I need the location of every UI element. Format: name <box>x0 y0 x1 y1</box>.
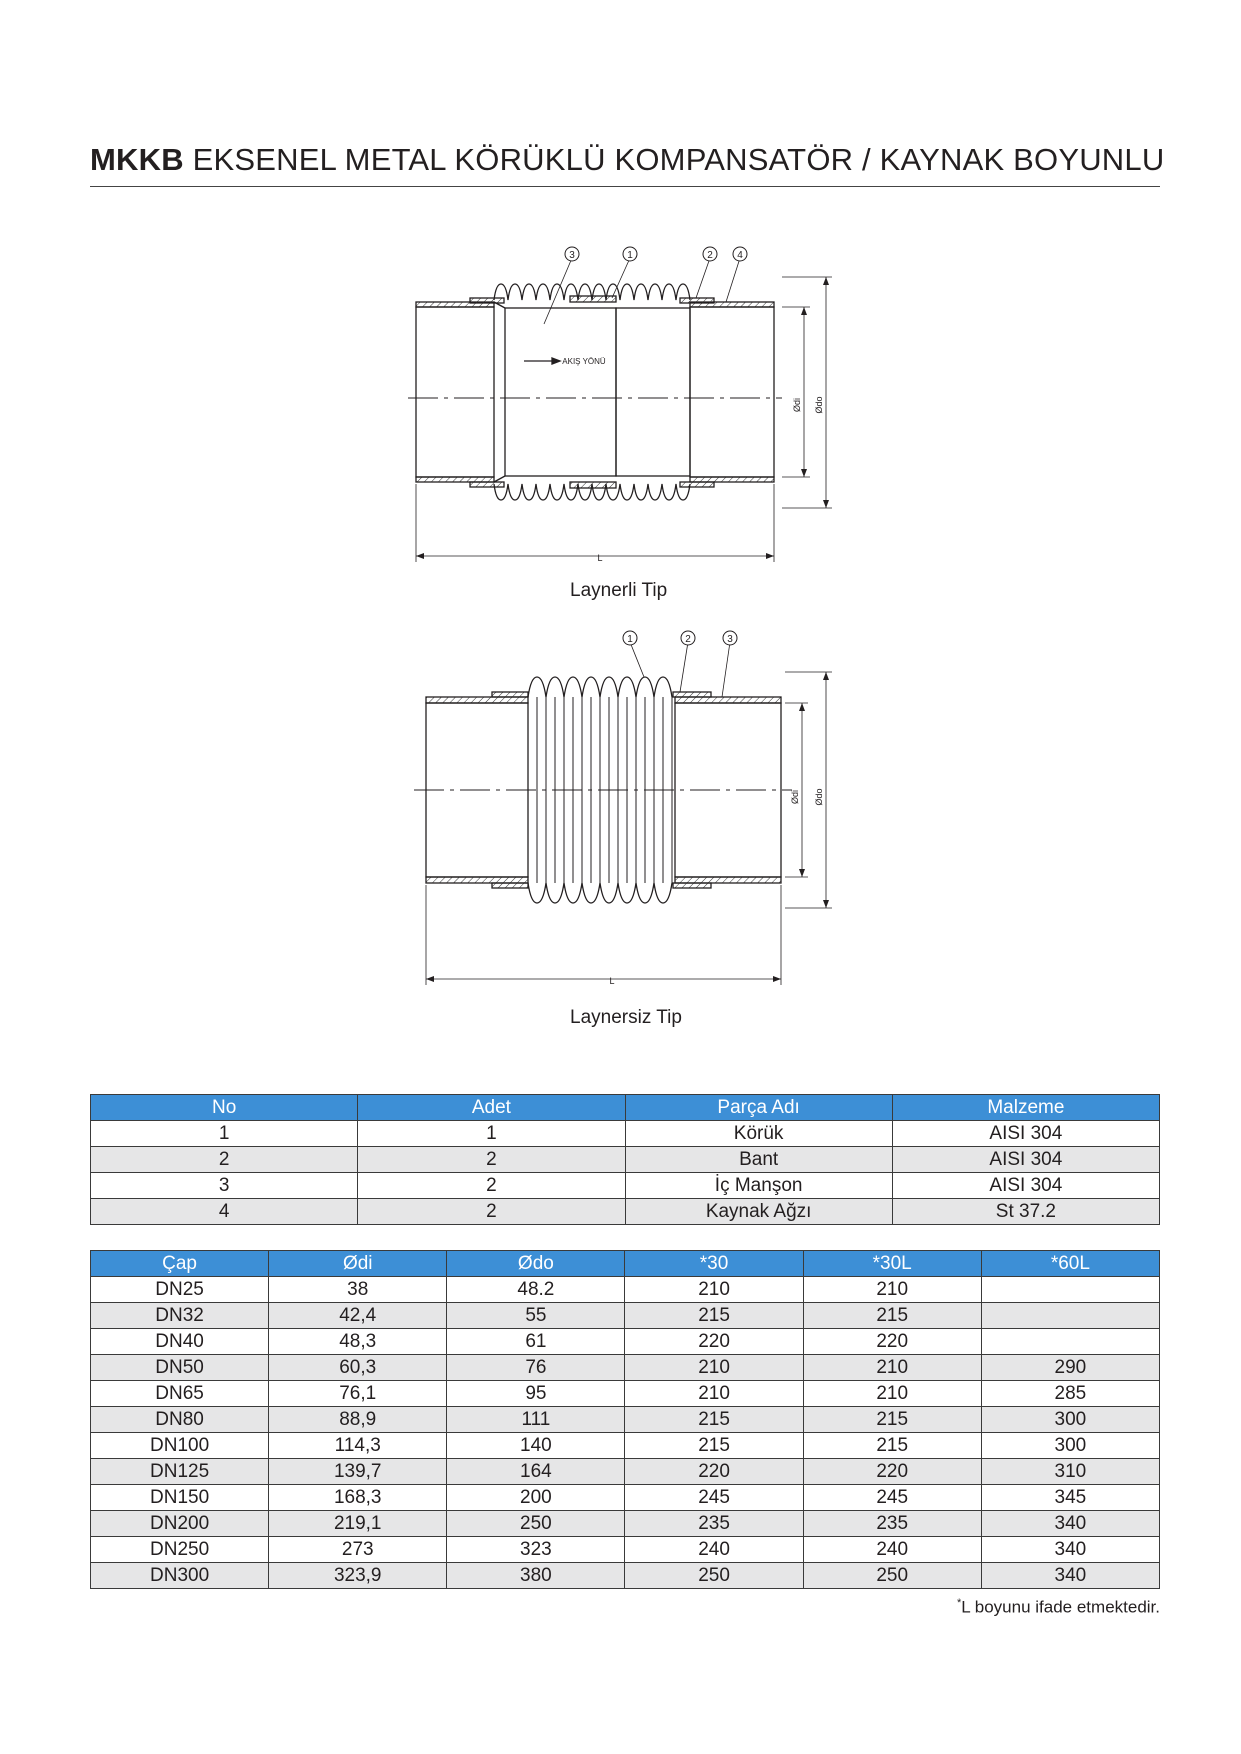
drawing-laynerli <box>390 240 860 570</box>
table-cell: 114,3 <box>269 1433 447 1459</box>
table-cell: 139,7 <box>269 1459 447 1485</box>
table-cell: 38 <box>269 1277 447 1303</box>
table-cell: 380 <box>447 1563 625 1589</box>
footnote-text: L boyunu ifade etmektedir. <box>961 1597 1160 1617</box>
table-cell: 215 <box>803 1433 981 1459</box>
table-row <box>91 1121 1160 1147</box>
table-cell: 140 <box>447 1433 625 1459</box>
table-cell: DN125 <box>91 1459 269 1485</box>
header-malzeme: Malzeme <box>892 1095 1159 1121</box>
table-row <box>91 1277 1160 1303</box>
dim-l-label: L <box>597 553 603 563</box>
table-cell: 323 <box>447 1537 625 1563</box>
table-cell: 111 <box>447 1407 625 1433</box>
callout-3: 3 <box>727 634 733 645</box>
header-no: No <box>91 1095 358 1121</box>
table-cell: 220 <box>803 1329 981 1355</box>
table-cell: DN200 <box>91 1511 269 1537</box>
table-cell: Bant <box>625 1147 892 1173</box>
table-cell: Körük <box>625 1121 892 1147</box>
table-cell <box>981 1329 1159 1355</box>
table-cell: Kaynak Ağzı <box>625 1199 892 1225</box>
table-cell: DN300 <box>91 1563 269 1589</box>
table-cell: 2 <box>358 1147 625 1173</box>
table-cell: 4 <box>91 1199 358 1225</box>
table-row <box>91 1147 1160 1173</box>
table-cell: 215 <box>625 1433 803 1459</box>
table-cell: 42,4 <box>269 1303 447 1329</box>
footnote <box>957 1597 1160 1618</box>
table-cell: 250 <box>447 1511 625 1537</box>
table-cell: 2 <box>358 1199 625 1225</box>
table-row <box>91 1173 1160 1199</box>
callout-2: 2 <box>685 634 691 645</box>
table-cell: AISI 304 <box>892 1173 1159 1199</box>
table-cell: 235 <box>803 1511 981 1537</box>
table-cell: DN40 <box>91 1329 269 1355</box>
table-cell: DN150 <box>91 1485 269 1511</box>
table-cell: 215 <box>803 1303 981 1329</box>
table-row <box>91 1407 1160 1433</box>
table-cell: 1 <box>91 1121 358 1147</box>
caption-laynersiz: Laynersiz Tip <box>570 1007 682 1028</box>
table-cell: 215 <box>803 1407 981 1433</box>
table-cell: 300 <box>981 1407 1159 1433</box>
table-cell: 345 <box>981 1485 1159 1511</box>
dim-l-label: L <box>609 976 615 986</box>
table-cell: 210 <box>803 1277 981 1303</box>
table-cell: 88,9 <box>269 1407 447 1433</box>
table-cell: DN100 <box>91 1433 269 1459</box>
table-cell: 55 <box>447 1303 625 1329</box>
table-row <box>91 1537 1160 1563</box>
header-adet: Adet <box>358 1095 625 1121</box>
table-cell <box>981 1277 1159 1303</box>
table-cell: İç Manşon <box>625 1173 892 1199</box>
table-cell: 2 <box>91 1147 358 1173</box>
table-cell: 168,3 <box>269 1485 447 1511</box>
table-cell: DN65 <box>91 1381 269 1407</box>
callout-2: 2 <box>707 250 713 261</box>
table-cell: 164 <box>447 1459 625 1485</box>
drawing-laynersiz <box>400 625 860 995</box>
table-row <box>91 1485 1160 1511</box>
footnote-mark: * <box>956 1597 962 1609</box>
table-cell: AISI 304 <box>892 1147 1159 1173</box>
callout-4: 4 <box>737 250 743 261</box>
table-cell: 210 <box>625 1381 803 1407</box>
callout-1: 1 <box>627 634 633 645</box>
table-cell: 95 <box>447 1381 625 1407</box>
table-cell: 250 <box>803 1563 981 1589</box>
table-cell: DN25 <box>91 1277 269 1303</box>
table-row <box>91 1511 1160 1537</box>
table-cell: 210 <box>803 1355 981 1381</box>
header-parca-adi: Parça Adı <box>625 1095 892 1121</box>
table-cell: AISI 304 <box>892 1121 1159 1147</box>
table-cell: St 37.2 <box>892 1199 1159 1225</box>
size-table-body <box>91 1277 1160 1589</box>
header-60l: *60L <box>981 1251 1159 1277</box>
dim-di-label: Ødi <box>790 789 800 805</box>
table-cell: 220 <box>625 1459 803 1485</box>
table-cell: 250 <box>625 1563 803 1589</box>
table-cell: 76 <box>447 1355 625 1381</box>
parts-table <box>90 1094 1160 1225</box>
table-row <box>91 1199 1160 1225</box>
table-cell: 323,9 <box>269 1563 447 1589</box>
header-do: Ødo <box>447 1251 625 1277</box>
table-row <box>91 1329 1160 1355</box>
callout-1: 1 <box>627 250 633 261</box>
table-cell: 310 <box>981 1459 1159 1485</box>
table-row <box>91 1381 1160 1407</box>
table-cell: 200 <box>447 1485 625 1511</box>
table-cell: 60,3 <box>269 1355 447 1381</box>
table-cell: 220 <box>803 1459 981 1485</box>
table-cell: 3 <box>91 1173 358 1199</box>
table-cell: 245 <box>625 1485 803 1511</box>
header-30: *30 <box>625 1251 803 1277</box>
table-cell <box>981 1303 1159 1329</box>
table-row <box>91 1355 1160 1381</box>
table-cell: 210 <box>625 1355 803 1381</box>
title-description: EKSENEL METAL KÖRÜKLÜ KOMPANSATÖR / KAYNAK BOYUNLU <box>183 142 1165 177</box>
table-cell: 215 <box>625 1407 803 1433</box>
dim-di-label: Ødi <box>792 397 802 413</box>
table-cell: DN250 <box>91 1537 269 1563</box>
table-cell: 285 <box>981 1381 1159 1407</box>
table-cell: 219,1 <box>269 1511 447 1537</box>
title-product-code: MKKB <box>90 142 184 177</box>
table-row <box>91 1459 1160 1485</box>
dim-do-label: Ødo <box>814 788 824 806</box>
header-di: Ødi <box>269 1251 447 1277</box>
table-cell: 48,3 <box>269 1329 447 1355</box>
size-table <box>90 1250 1160 1589</box>
page-title <box>90 142 1165 178</box>
table-cell: 340 <box>981 1511 1159 1537</box>
table-cell: 2 <box>358 1173 625 1199</box>
table-cell: 76,1 <box>269 1381 447 1407</box>
table-cell: 61 <box>447 1329 625 1355</box>
table-cell: 210 <box>803 1381 981 1407</box>
table-cell: DN32 <box>91 1303 269 1329</box>
table-cell: DN80 <box>91 1407 269 1433</box>
table-cell: 235 <box>625 1511 803 1537</box>
callout-3: 3 <box>569 250 575 261</box>
title-divider <box>90 186 1160 187</box>
table-header-row <box>91 1251 1160 1277</box>
table-cell: 215 <box>625 1303 803 1329</box>
table-cell: 340 <box>981 1563 1159 1589</box>
flow-direction-label: AKIŞ YÖNÜ <box>562 357 606 366</box>
table-cell: 290 <box>981 1355 1159 1381</box>
table-cell: 273 <box>269 1537 447 1563</box>
table-cell: 48.2 <box>447 1277 625 1303</box>
table-cell: 240 <box>803 1537 981 1563</box>
table-row <box>91 1563 1160 1589</box>
table-cell: 210 <box>625 1277 803 1303</box>
table-cell: 1 <box>358 1121 625 1147</box>
dim-do-label: Ødo <box>814 396 824 414</box>
caption-laynerli: Laynerli Tip <box>570 580 668 601</box>
table-cell: 340 <box>981 1537 1159 1563</box>
table-cell: DN50 <box>91 1355 269 1381</box>
table-header-row <box>91 1095 1160 1121</box>
table-cell: 300 <box>981 1433 1159 1459</box>
header-cap: Çap <box>91 1251 269 1277</box>
table-row <box>91 1303 1160 1329</box>
header-30l: *30L <box>803 1251 981 1277</box>
table-cell: 240 <box>625 1537 803 1563</box>
table-cell: 245 <box>803 1485 981 1511</box>
table-cell: 220 <box>625 1329 803 1355</box>
table-row <box>91 1433 1160 1459</box>
